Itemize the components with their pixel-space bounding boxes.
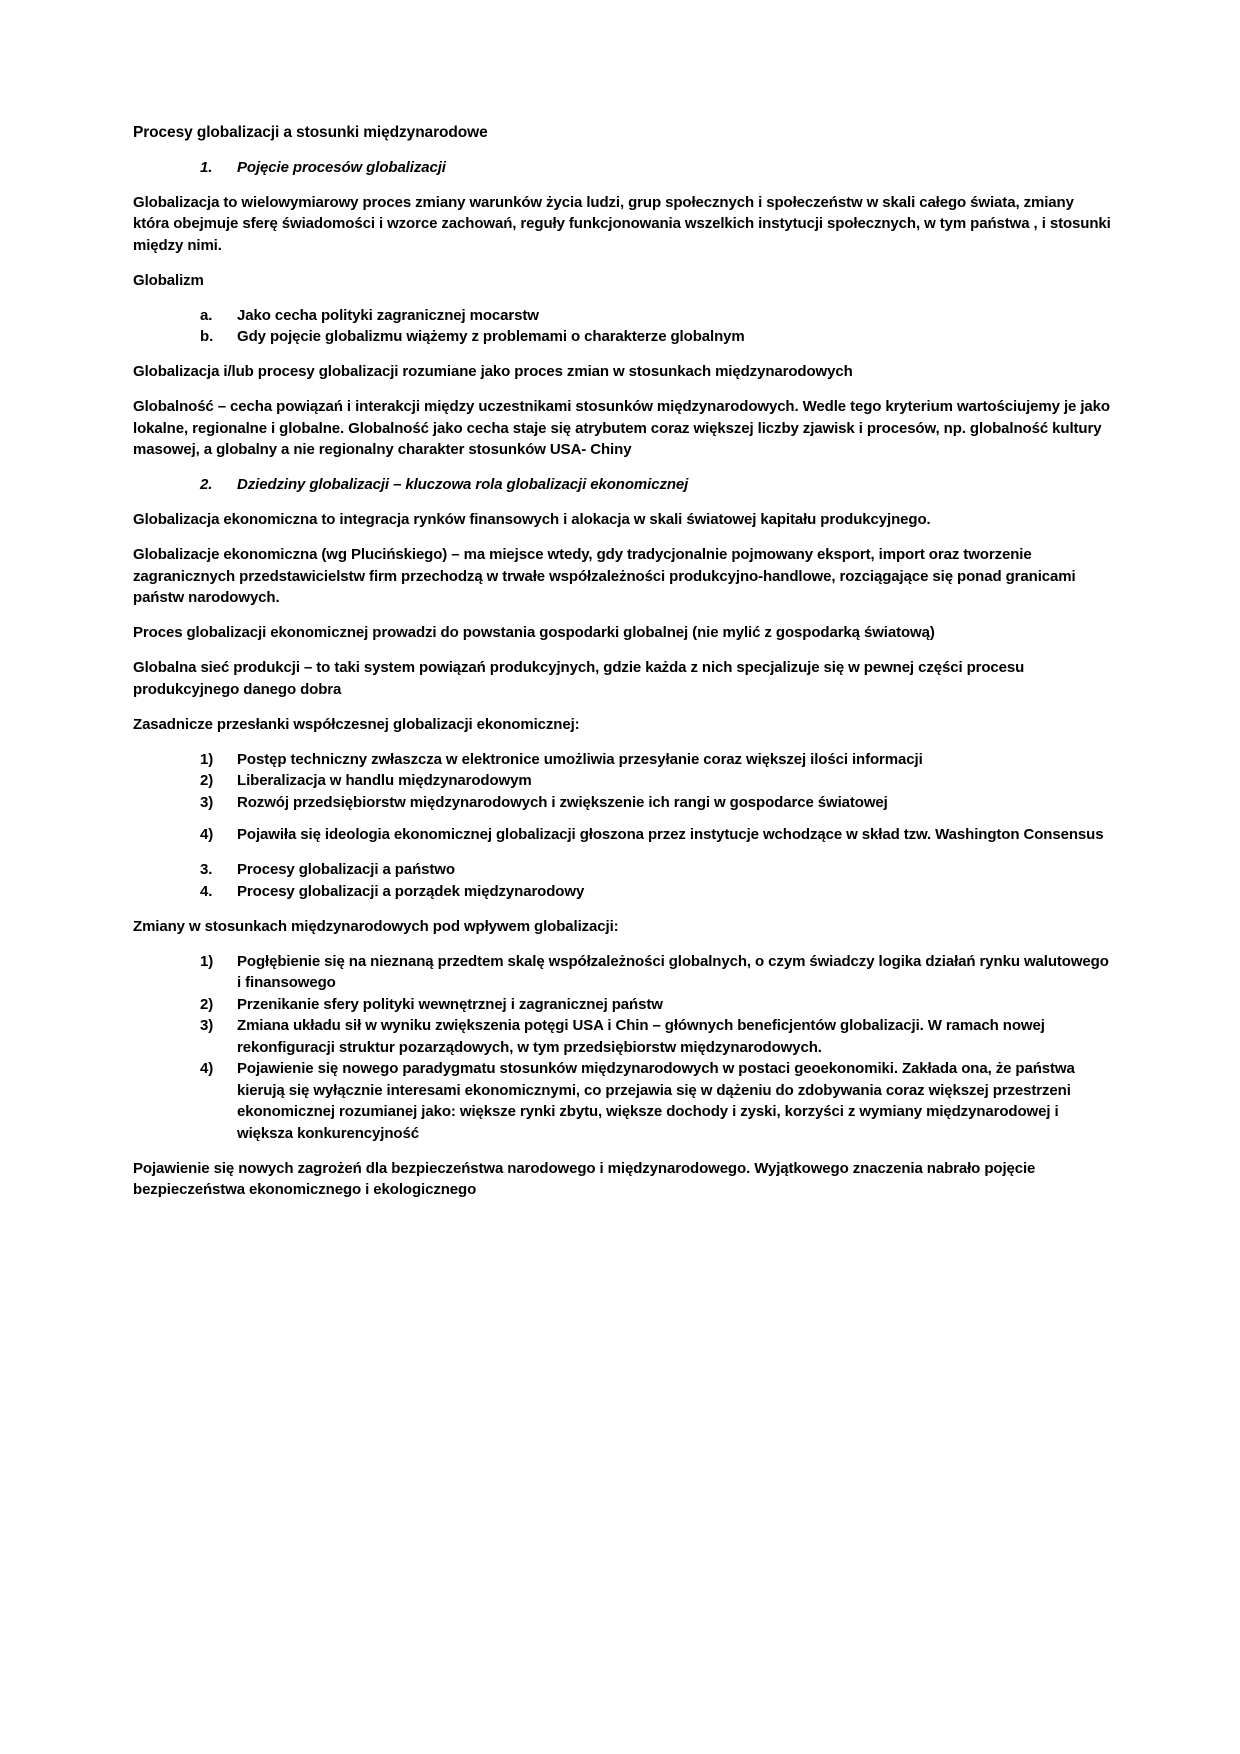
paragraph-threats: Pojawienie się nowych zagrożeń dla bezpieczeństwa narodowego i międzynarodowego. Wyjątkowego znaczenia nabrało pojęcie bezpieczeństwa ekonomicznego i ekologicznego [133,1159,1036,1198]
list-item [133,951,1112,994]
list-item-marker: 3) [200,1017,214,1034]
paragraph-changes-heading: Zmiany w stosunkach międzynarodowych pod wpływem globalizacji: [133,917,619,935]
list-item-text: Jako cecha polityki zagranicznej mocarstw [237,306,539,324]
list-premises [133,749,1112,814]
list-item [133,1015,1112,1058]
paragraph-economic-plucinski: Globalizacje ekonomiczna (wg Plucińskiego) – ma miejsce wtedy, gdy tradycjonalnie pojmowany eksport, import oraz tworzenie zagranicznych przedstawicielstw firm przechodzą w trwałe współzależności produkcyjno-handlowe, rozciągające się ponad granicami państw narodowych. [133,546,1076,606]
list-item-text: Gdy pojęcie globalizmu wiążemy z problemami o charakterze globalnym [237,328,745,345]
paragraph-economic-process: Proces globalizacji ekonomicznej prowadzi do powstania gospodarki globalnej (nie mylić z gospodarką światową) [133,624,935,641]
list-item [133,326,1112,348]
paragraph-premises-heading: Zasadnicze przesłanki współczesnej globalizacji ekonomicznej: [133,715,580,733]
list-item-marker: 2) [200,995,214,1013]
list-item [133,1058,1112,1144]
list-item-text: Pogłębienie się na nieznaną przedtem skalę współzależności globalnych, o czym świadczy logika działań rynku walutowego i finansowego [237,952,1109,991]
section-heading-1 [133,157,1112,179]
paragraph-globalism-heading: Globalizm [133,271,204,289]
list-item [133,749,1112,771]
list-item-text: Postęp techniczny zwłaszcza w elektronice umożliwia przesyłanie coraz większej ilości informacji [237,750,923,768]
list-item-marker: a. [200,306,213,324]
list-item [133,305,1112,327]
paragraph-globalization-definition: Globalizacja to wielowymiarowy proces zmiany warunków życia ludzi, grup społecznych i społeczeństw w skali całego świata, zmiany która obejmuje sferę świadomości i wzorce zachowań, reguły funkcjonowania wszelkich instytucji społecznych, w tym państwa , i stosunki między nimi. [133,193,1111,254]
section-heading-2-number: 2. [200,476,213,493]
section-heading-2 [133,474,1112,496]
list-item-text: Procesy globalizacji a państwo [237,861,455,878]
section-heading-2-text: Dziedziny globalizacji – kluczowa rola globalizacji ekonomicznej [237,476,689,493]
list-item [133,770,1112,792]
list-item [133,994,1112,1016]
list-item-text: Pojawiła się ideologia ekonomicznej globalizacji głoszona przez instytucje wchodzące w skład tzw. Washington Consensus [237,826,1104,843]
list-outline [133,859,1112,902]
list-item-marker: 1) [200,750,214,768]
list-item-marker: 4) [200,826,214,843]
list-item-text: Liberalizacja w handlu międzynarodowym [237,772,532,789]
section-heading-1-number: 1. [200,158,213,176]
list-item-marker: b. [200,328,214,345]
document-title: Procesy globalizacji a stosunki międzynarodowe [133,124,488,141]
paragraph-economic-definition: Globalizacja ekonomiczna to integracja rynków finansowych i alokacja w skali światowej kapitału produkcyjnego. [133,511,931,528]
paragraph-globalization-processes: Globalizacja i/lub procesy globalizacji rozumiane jako proces zmian w stosunkach międzynarodowych [133,363,853,380]
list-item-text: Przenikanie sfery polityki wewnętrznej i zagranicznej państw [237,995,663,1013]
section-heading-1-text: Pojęcie procesów globalizacji [237,158,446,176]
list-premises-last [133,824,1112,846]
list-changes [133,951,1112,1145]
list-item-marker: 4) [200,1060,214,1077]
list-item [133,792,1112,814]
paragraph-global-production-network: Globalna sieć produkcji – to taki system powiązań produkcyjnych, gdzie każda z nich specjalizuje się w pewnej części procesu produkcyjnego danego dobra [133,659,1025,698]
list-item-text: Rozwój przedsiębiorstw międzynarodowych i zwiększenie ich rangi w gospodarce światowej [237,793,888,811]
list-item-text: Zmiana układu sił w wyniku zwiększenia potęgi USA i Chin – głównych beneficjentów globalizacji. W ramach nowej rekonfiguracji struktur pozarządowych, w tym przedsiębiorstw międzynarodowych. [237,1017,1045,1056]
list-item-text: Procesy globalizacji a porządek międzynarodowy [237,882,585,900]
list-item [133,881,1112,903]
list-item [133,824,1112,846]
list-item-marker: 3) [200,793,214,811]
list-item-text: Pojawienie się nowego paradygmatu stosunków międzynarodowych w postaci geoekonomiki. Zakłada ona, że państwa kierują się wyłącznie interesami ekonomicznymi, co przejawia się w dążeniu do zdobywania coraz większej przestrzeni ekonomicznej rozumianej jako: większe rynki zbytu, większe dochody i zyski, korzyści z wymiany międzynarodowej i większa konkurencyjność [237,1060,1075,1142]
list-globalism-types [133,305,1112,348]
paragraph-globalnosc: Globalność – cecha powiązań i interakcji między uczestnikami stosunków międzynarodowych. Wedle tego kryterium wartościujemy je jako lokalne, regionalne i globalne. Globalność jako cecha staje się atrybutem coraz większej liczby zjawisk i procesów, np. globalność kultury masowej, a globalny a nie regionalny charakter stosunków USA- Chiny [133,398,1110,458]
list-item-marker: 4. [200,882,213,900]
list-item-marker: 2) [200,772,214,789]
list-item-marker: 3. [200,861,213,878]
list-item [133,859,1112,881]
list-item-marker: 1) [200,952,214,970]
